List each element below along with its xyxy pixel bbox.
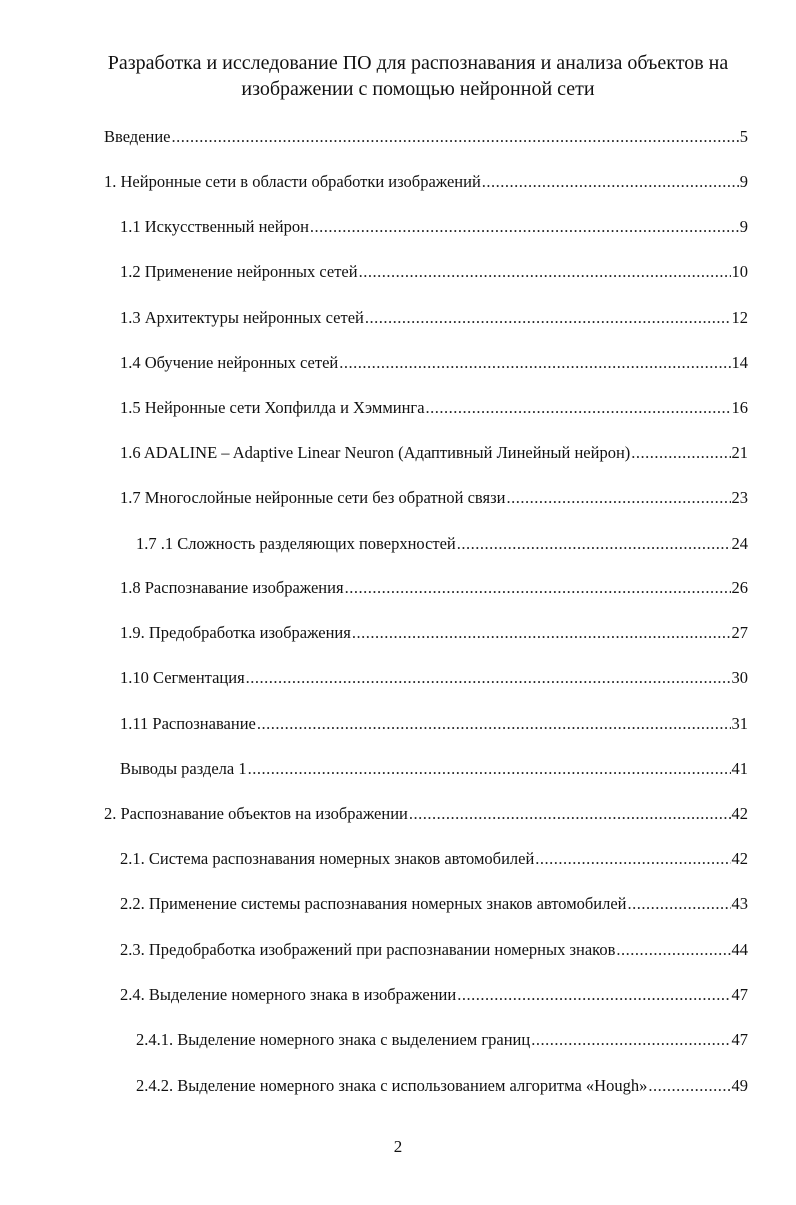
- toc-entry-page: 9: [739, 172, 748, 191]
- toc-entry-label: 1.7 .1 Сложность разделяющих поверхностей: [136, 534, 456, 553]
- toc-entry-page: 47: [731, 1030, 748, 1049]
- toc-dot-leader: [648, 1076, 730, 1096]
- toc-entry-1-7-1[interactable]: [136, 534, 748, 554]
- toc-entry-conclusions-1[interactable]: [120, 759, 748, 779]
- toc-entry-label: 1.6 ADALINE – Adaptive Linear Neuron (Адаптивный Линейный нейрон): [120, 443, 631, 462]
- toc-entry-page: 30: [731, 668, 748, 687]
- toc-entry-1-2[interactable]: [120, 262, 748, 282]
- page-number: 2: [393, 1137, 403, 1156]
- toc-dot-leader: [482, 172, 739, 192]
- toc-entry-page: 49: [731, 1076, 748, 1095]
- toc-entry-2-3[interactable]: [120, 940, 748, 960]
- toc-entry-label: 1. Нейронные сети в области обработки изображений: [104, 172, 481, 191]
- toc-entry-page: 21: [731, 443, 748, 462]
- toc-dot-leader: [426, 398, 731, 418]
- toc-entry-2-4-1[interactable]: [136, 1030, 748, 1050]
- document-title-line-1: Разработка и исследование ПО для распознавания и анализа объектов на: [107, 52, 729, 74]
- toc-entry-label: 2.4.1. Выделение номерного знака с выделением границ: [136, 1030, 531, 1049]
- toc-entry-1-5[interactable]: [120, 398, 748, 418]
- toc-entry-page: 43: [731, 894, 748, 913]
- toc-dot-leader: [345, 578, 731, 598]
- toc-entry-section-1[interactable]: [104, 172, 748, 192]
- toc-entry-page: 23: [731, 488, 748, 507]
- toc-entry-page: 16: [731, 398, 748, 417]
- toc-entry-1-4[interactable]: [120, 353, 748, 373]
- toc-entry-1-3[interactable]: [120, 308, 748, 328]
- toc-entry-2-2[interactable]: [120, 894, 748, 914]
- toc-entry-1-6[interactable]: [120, 443, 748, 463]
- toc-entry-section-2[interactable]: [104, 804, 748, 824]
- toc-entry-page: 26: [731, 578, 748, 597]
- toc-dot-leader: [631, 443, 730, 463]
- toc-entry-page: 44: [731, 940, 748, 959]
- document-title-line-2: изображении с помощью нейронной сети: [241, 78, 595, 100]
- toc-entry-1-11[interactable]: [120, 714, 748, 734]
- toc-entry-label: 1.10 Сегментация: [120, 668, 245, 687]
- toc-dot-leader: [457, 985, 730, 1005]
- toc-dot-leader: [246, 668, 731, 688]
- toc-entry-label: 1.2 Применение нейронных сетей: [120, 262, 358, 281]
- toc-dot-leader: [535, 849, 730, 869]
- toc-entry-page: 9: [739, 217, 748, 236]
- toc-dot-leader: [506, 488, 730, 508]
- toc-entry-introduction[interactable]: [104, 127, 748, 147]
- toc-entry-1-7[interactable]: [120, 488, 748, 508]
- toc-entry-2-1[interactable]: [120, 849, 748, 869]
- toc-dot-leader: [339, 353, 730, 373]
- toc-entry-page: 12: [731, 308, 748, 327]
- toc-entry-label: 2. Распознавание объектов на изображении: [104, 804, 408, 823]
- toc-entry-page: 5: [739, 127, 748, 146]
- toc-dot-leader: [409, 804, 731, 824]
- toc-dot-leader: [248, 759, 731, 779]
- toc-entry-page: 41: [731, 759, 748, 778]
- toc-entry-label: 1.8 Распознавание изображения: [120, 578, 344, 597]
- toc-entry-page: 47: [731, 985, 748, 1004]
- toc-entry-label: Выводы раздела 1: [120, 759, 247, 778]
- toc-entry-label: 1.3 Архитектуры нейронных сетей: [120, 308, 364, 327]
- toc-entry-label: 2.4.2. Выделение номерного знака с использованием алгоритма «Hough»: [136, 1076, 648, 1095]
- toc-entry-page: 10: [731, 262, 748, 281]
- toc-entry-1-8[interactable]: [120, 578, 748, 598]
- toc-dot-leader: [172, 127, 739, 147]
- toc-entry-label: 1.1 Искусственный нейрон: [120, 217, 309, 236]
- toc-entry-page: 27: [731, 623, 748, 642]
- toc-dot-leader: [365, 308, 731, 328]
- toc-entry-page: 42: [731, 804, 748, 823]
- toc-dot-leader: [628, 894, 731, 914]
- toc-entry-1-9[interactable]: [120, 623, 748, 643]
- toc-entry-label: 1.11 Распознавание: [120, 714, 256, 733]
- toc-dot-leader: [531, 1030, 730, 1050]
- toc-entry-label: 1.9. Предобработка изображения: [120, 623, 351, 642]
- toc-entry-page: 31: [731, 714, 748, 733]
- toc-dot-leader: [359, 262, 731, 282]
- toc-entry-label: 1.7 Многослойные нейронные сети без обратной связи: [120, 488, 506, 507]
- toc-dot-leader: [457, 534, 731, 554]
- toc-entry-label: 2.2. Применение системы распознавания номерных знаков автомобилей: [120, 894, 627, 913]
- toc-entry-1-1[interactable]: [120, 217, 748, 237]
- toc-entry-label: Введение: [104, 127, 171, 146]
- toc-entry-page: 24: [731, 534, 748, 553]
- toc-entry-label: 2.1. Система распознавания номерных знаков автомобилей: [120, 849, 535, 868]
- toc-entry-label: 2.3. Предобработка изображений при распознавании номерных знаков: [120, 940, 616, 959]
- toc-entry-page: 14: [731, 353, 748, 372]
- toc-entry-1-10[interactable]: [120, 668, 748, 688]
- toc-entry-2-4[interactable]: [120, 985, 748, 1005]
- toc-dot-leader: [616, 940, 730, 960]
- toc-dot-leader: [310, 217, 739, 237]
- toc-entry-label: 1.4 Обучение нейронных сетей: [120, 353, 339, 372]
- toc-entry-label: 2.4. Выделение номерного знака в изображении: [120, 985, 457, 1004]
- toc-dot-leader: [352, 623, 731, 643]
- toc-entry-page: 42: [731, 849, 748, 868]
- toc-entry-label: 1.5 Нейронные сети Хопфилда и Хэмминга: [120, 398, 425, 417]
- toc-dot-leader: [257, 714, 731, 734]
- toc-entry-2-4-2[interactable]: [136, 1076, 748, 1096]
